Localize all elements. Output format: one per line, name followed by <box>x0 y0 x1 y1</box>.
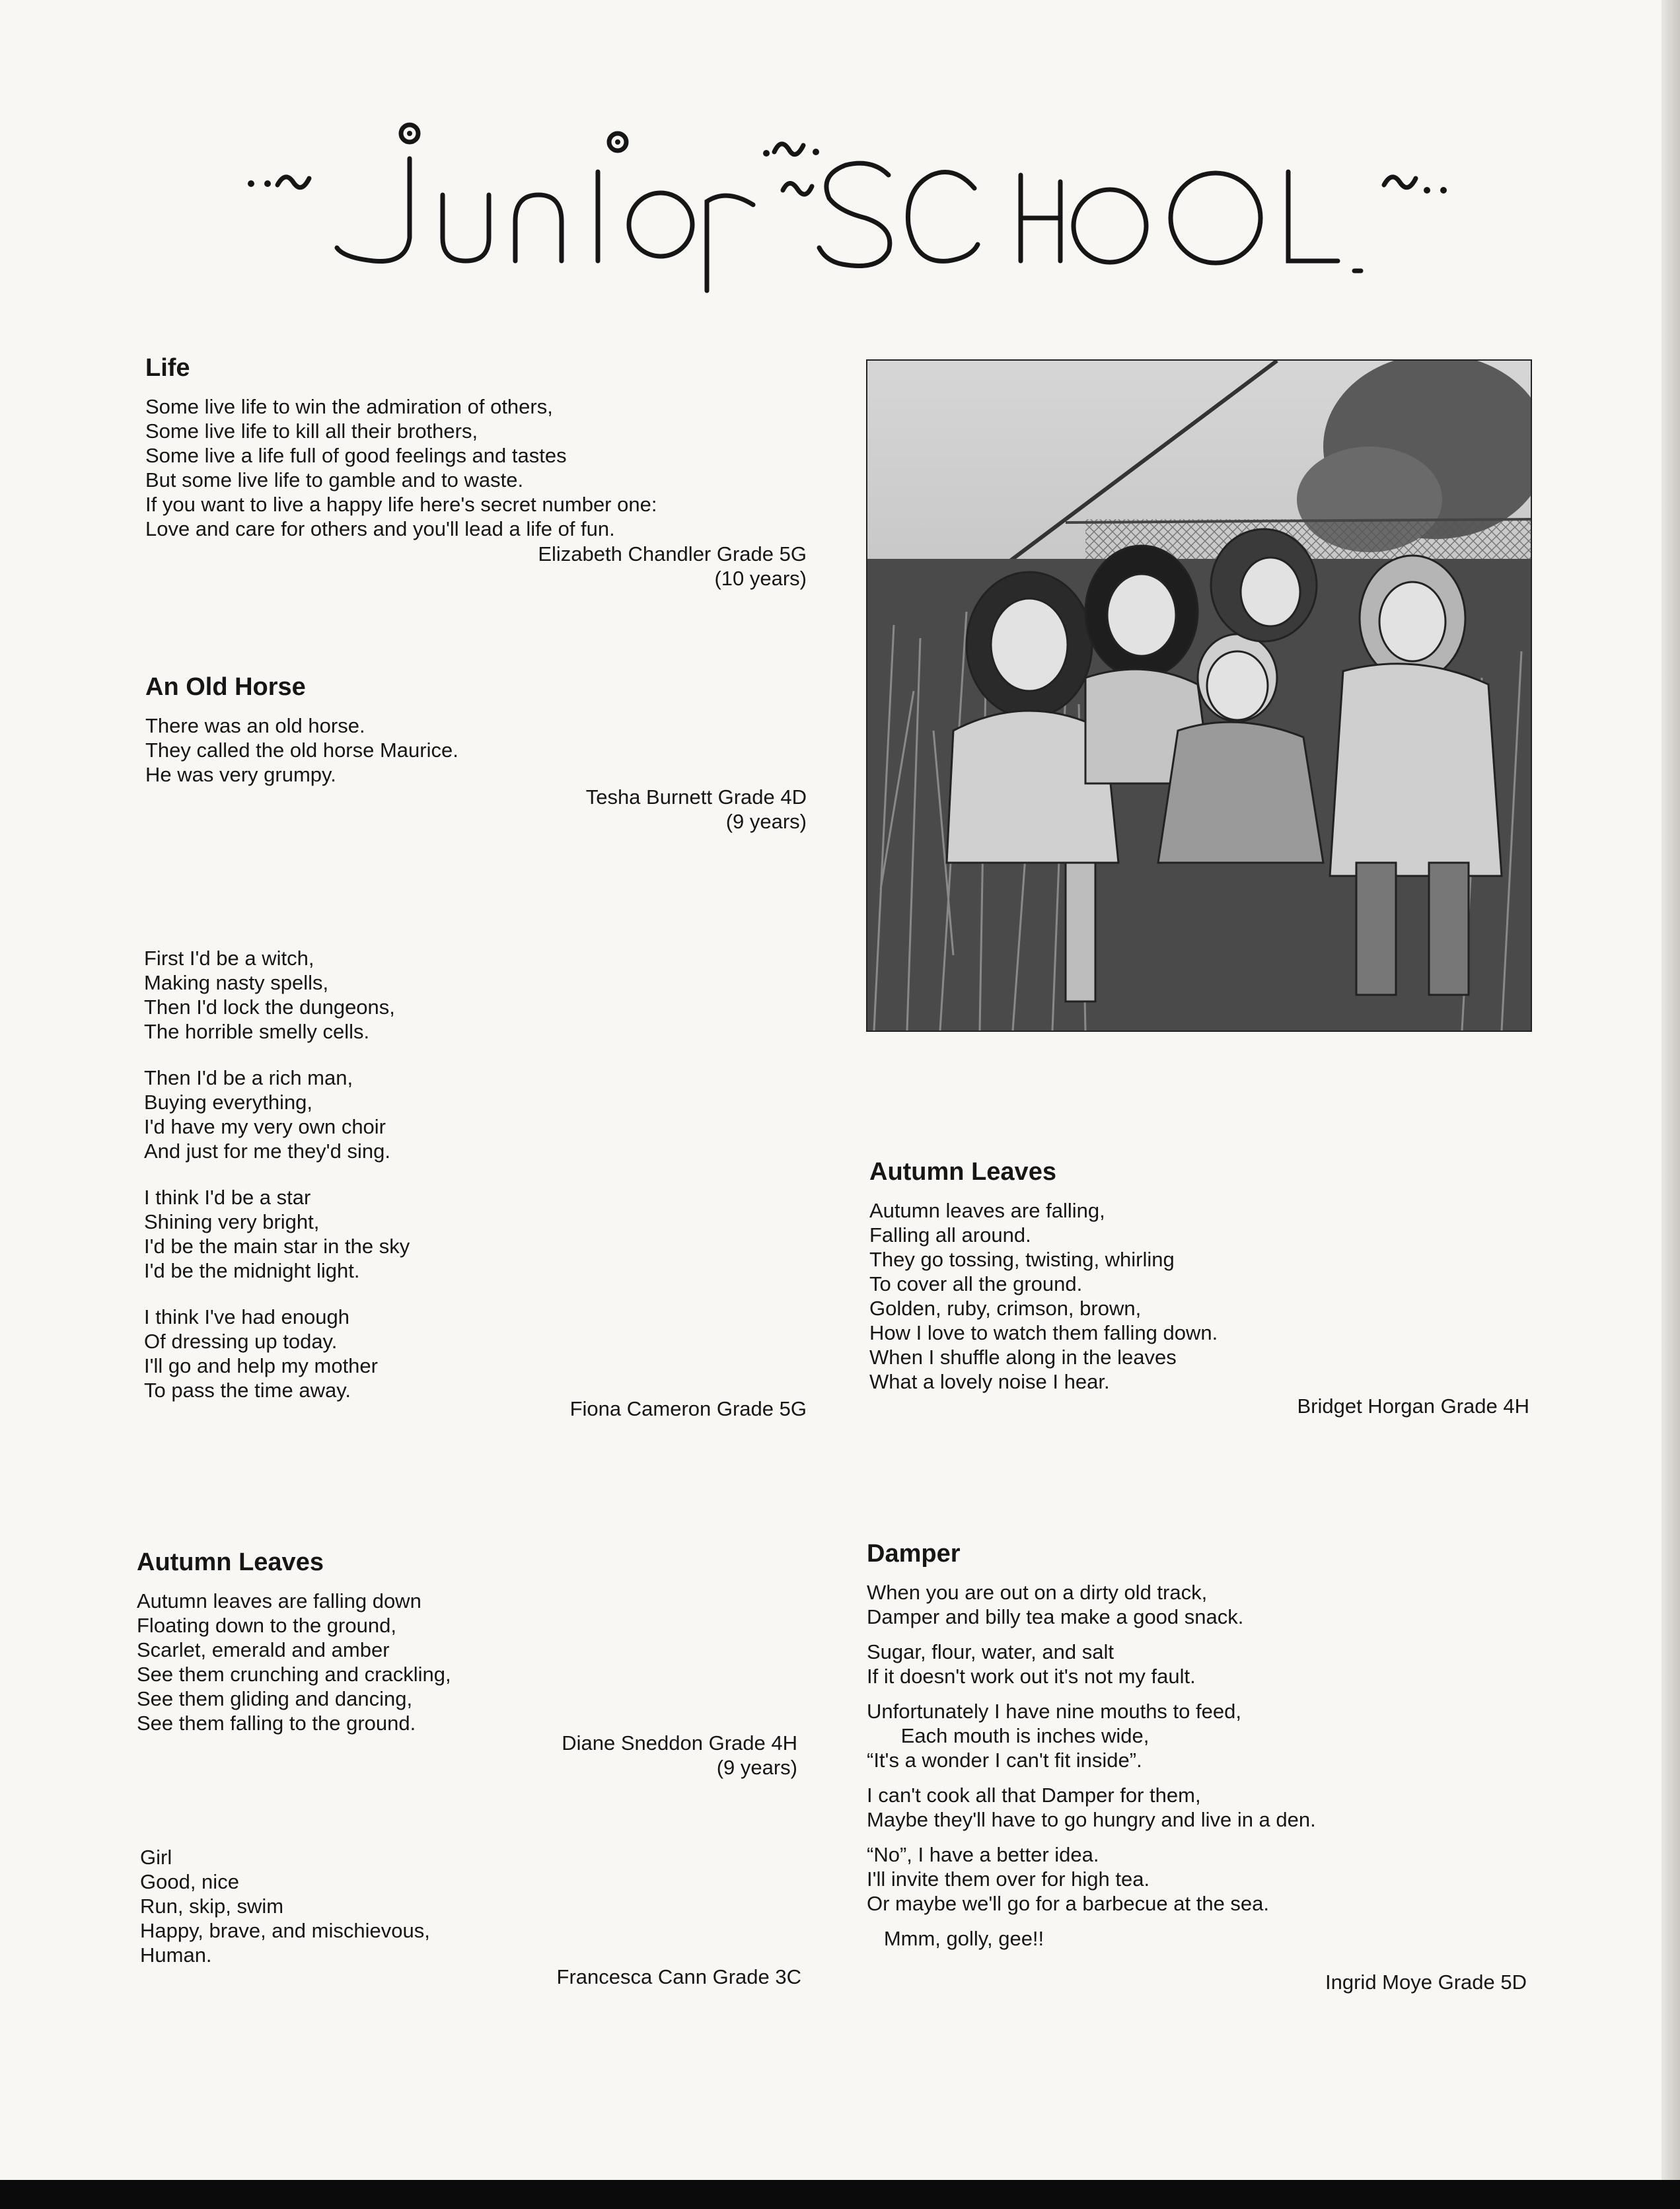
poem-line: There was an old horse. <box>145 714 365 737</box>
poem-life <box>145 353 806 541</box>
poem-stanza <box>144 946 805 1044</box>
page-heading <box>238 112 1467 310</box>
poem-author <box>570 1396 807 1421</box>
poem-line: To pass the time away. <box>144 1379 351 1402</box>
author-age: (10 years) <box>714 567 807 590</box>
poem-line: Some live life to kill all their brothers, <box>145 419 478 443</box>
poem-line: See them falling to the ground. <box>137 1712 416 1735</box>
poem-stanza <box>867 1699 1593 1772</box>
poem-author <box>562 1731 797 1780</box>
poem-line: Golden, ruby, crimson, brown, <box>869 1297 1142 1320</box>
author-name: Ingrid Moye Grade 5D <box>1325 1971 1527 1994</box>
poem-line: Sugar, flour, water, and salt <box>867 1640 1114 1663</box>
poem-girl <box>140 1845 801 1967</box>
poem-line: Falling all around. <box>869 1223 1031 1247</box>
poem-line: Maybe they'll have to go hungry and live in a den. <box>867 1808 1316 1831</box>
poem-author <box>557 1965 801 1989</box>
poem-line: What a lovely noise I hear. <box>869 1370 1110 1393</box>
poem-line: “No”, I have a better idea. <box>867 1843 1099 1866</box>
poem-line: If you want to live a happy life here's secret number one: <box>145 493 657 516</box>
poem-line: Damper and billy tea make a good snack. <box>867 1605 1244 1628</box>
poem-line: See them gliding and dancing, <box>137 1687 413 1710</box>
poem-line: Scarlet, emerald and amber <box>137 1638 390 1661</box>
poem-title: Damper <box>867 1540 961 1568</box>
page-edge-shadow <box>1662 0 1680 2209</box>
poem-line: Mmm, golly, gee!! <box>867 1927 1044 1950</box>
author-name: Diane Sneddon Grade 4H <box>562 1731 797 1755</box>
poem-line: I'd be the main star in the sky <box>144 1235 410 1258</box>
author-name: Tesha Burnett Grade 4D <box>585 785 807 809</box>
poem-line: But some live life to gamble and to waste. <box>145 468 524 491</box>
poem-line: Happy, brave, and mischievous, <box>140 1919 430 1942</box>
poem-title: Autumn Leaves <box>137 1548 324 1576</box>
author-name: Bridget Horgan Grade 4H <box>1297 1394 1529 1418</box>
poem-line: “It's a wonder I can't fit inside”. <box>867 1749 1142 1772</box>
author-age: (9 years) <box>725 810 807 833</box>
poem-line: Buying everything, <box>144 1091 313 1114</box>
poem-line: Some live life to win the admiration of others, <box>145 395 553 418</box>
poem-line: If it doesn't work out it's not my fault. <box>867 1665 1196 1688</box>
poem-stanza <box>867 1842 1593 1916</box>
poem-line: I think I'd be a star <box>144 1186 311 1209</box>
poem-line: Some live a life full of good feelings and tastes <box>145 444 567 467</box>
author-age: (9 years) <box>716 1756 797 1779</box>
poem-autumn-leaves-diane <box>137 1548 797 1735</box>
author-name: Francesca Cann Grade 3C <box>556 1965 801 1988</box>
poem-stanza <box>867 1640 1593 1688</box>
poem-dressing-up <box>144 946 805 1402</box>
poem-line: The horrible smelly cells. <box>144 1020 370 1043</box>
poem-author <box>538 542 807 591</box>
poem-line: When you are out on a dirty old track, <box>867 1581 1208 1604</box>
poem-line: When I shuffle along in the leaves <box>869 1346 1177 1369</box>
poem-line: Love and care for others and you'll lead a life of fun. <box>145 517 615 540</box>
poem-stanza <box>144 1305 805 1402</box>
poem-line: And just for me they'd sing. <box>144 1140 390 1163</box>
photo-five-girls-in-grass <box>867 361 1531 1031</box>
poem-line: Unfortunately I have nine mouths to feed, <box>867 1700 1241 1723</box>
poem-line: Or maybe we'll go for a barbecue at the sea. <box>867 1892 1270 1915</box>
poem-line: Of dressing up today. <box>144 1330 338 1353</box>
poem-line: Autumn leaves are falling down <box>137 1589 421 1612</box>
poem-stanza <box>867 1783 1593 1832</box>
poem-title: Life <box>145 354 190 382</box>
poem-line: Making nasty spells, <box>144 971 329 994</box>
poem-line: Floating down to the ground, <box>137 1614 396 1637</box>
poem-line: Autumn leaves are falling, <box>869 1199 1105 1222</box>
poem-author <box>586 785 807 834</box>
author-name: Fiona Cameron Grade 5G <box>569 1397 807 1420</box>
poem-autumn-leaves-bridget <box>869 1157 1563 1394</box>
poem-stanza <box>867 1926 1593 1951</box>
poem-author <box>1325 1970 1527 1994</box>
poem-line: Then I'd lock the dungeons, <box>144 996 395 1019</box>
poem-damper <box>867 1539 1593 1951</box>
poem-line: How I love to watch them falling down. <box>869 1321 1218 1344</box>
poem-line: He was very grumpy. <box>145 763 336 786</box>
poem-line: I think I've had enough <box>144 1305 349 1328</box>
poem-line: They called the old horse Maurice. <box>145 739 458 762</box>
poem-stanza <box>144 1185 805 1283</box>
poem-stanza <box>144 1066 805 1163</box>
poem-line: Each mouth is inches wide, <box>867 1724 1150 1747</box>
poem-line: Run, skip, swim <box>140 1895 284 1918</box>
scan-bottom-edge <box>0 2180 1680 2209</box>
poem-line: To cover all the ground. <box>869 1272 1083 1295</box>
poem-line: Human. <box>140 1943 212 1967</box>
poem-line: Then I'd be a rich man, <box>144 1066 353 1089</box>
junior-school-lettering <box>238 112 1467 310</box>
poem-line: Girl <box>140 1846 172 1869</box>
poem-line: I can't cook all that Damper for them, <box>867 1784 1201 1807</box>
poem-line: See them crunching and crackling, <box>137 1663 451 1686</box>
poem-line: First I'd be a witch, <box>144 947 314 970</box>
author-name: Elizabeth Chandler Grade 5G <box>538 542 807 565</box>
poem-line: I'll go and help my mother <box>144 1354 378 1377</box>
poem-stanza <box>867 1580 1593 1629</box>
poem-line: Shining very bright, <box>144 1210 320 1233</box>
poem-line: I'll invite them over for high tea. <box>867 1867 1150 1891</box>
poem-line: I'd be the midnight light. <box>144 1259 360 1282</box>
poem-line: They go tossing, twisting, whirling <box>869 1248 1175 1271</box>
poem-line: Good, nice <box>140 1870 239 1893</box>
poem-title: An Old Horse <box>145 673 306 701</box>
poem-line: I'd have my very own choir <box>144 1115 386 1138</box>
children-photo <box>866 359 1532 1032</box>
poem-author <box>1297 1394 1529 1418</box>
poem-title: Autumn Leaves <box>869 1158 1056 1186</box>
poem-old-horse <box>145 672 806 787</box>
